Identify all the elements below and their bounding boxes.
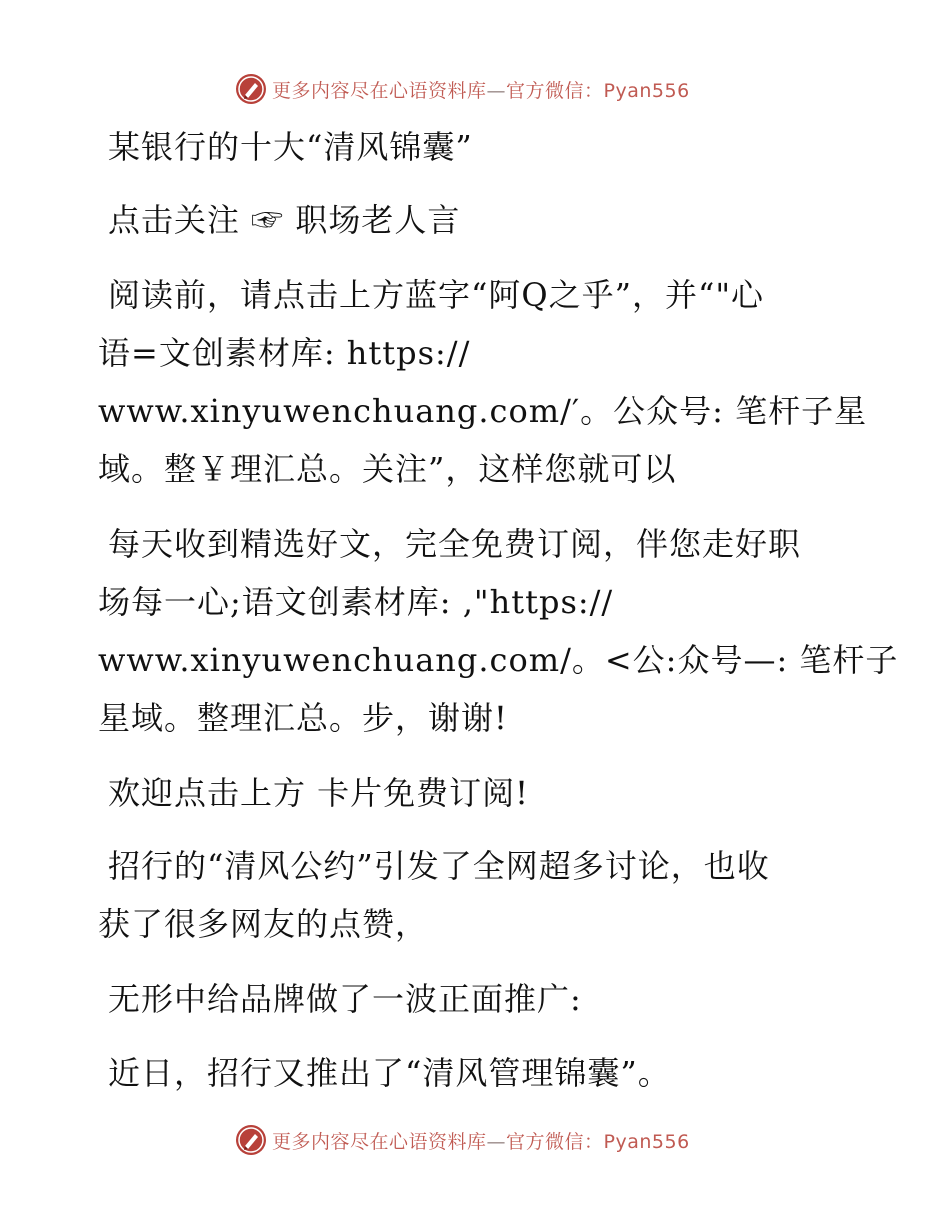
pen-logo-icon — [236, 1125, 266, 1155]
paragraph-line: 无形中给品牌做了一波正面推广: — [108, 980, 582, 1018]
header-banner — [236, 72, 690, 106]
paragraph-line: www.xinyuwenchuang.com/′。公众号: 笔杆子星 — [98, 392, 868, 430]
paragraph-line: 近日，招行又推出了“清风管理锦囊”。 — [108, 1054, 671, 1092]
banner-text: 更多内容尽在心语资料库—官方微信：Pyan556 — [272, 1130, 690, 1153]
paragraph-line: 每天收到精选好文，完全免费订阅，伴您走好职 — [108, 525, 802, 563]
paragraph-line: 招行的“清风公约”引发了全网超多讨论，也收 — [108, 847, 770, 885]
paragraph-line: 星域。整理汇总。步，谢谢! — [98, 699, 508, 737]
paragraph-line: 域。整￥理汇总。关注”，这样您就可以 — [98, 450, 677, 488]
paragraph-line: www.xinyuwenchuang.com/。<公:众号—: 笔杆子 — [98, 641, 899, 679]
title-line: 某银行的十大“清风锦囊” — [108, 128, 473, 166]
pen-logo-icon — [236, 74, 266, 104]
paragraph-line: 场每一心;语文创素材库: ,"https:// — [98, 583, 614, 621]
paragraph-line: 获了很多网友的点赞， — [98, 905, 429, 943]
footer-banner — [236, 1123, 690, 1157]
paragraph-line: 语=文创素材库: https:// — [98, 334, 471, 372]
banner-text: 更多内容尽在心语资料库—官方微信：Pyan556 — [272, 79, 690, 102]
paragraph-line: 欢迎点击上方 卡片免费订阅! — [108, 774, 530, 812]
follow-line: 点击关注 ☞ 职场老人言 — [108, 201, 461, 239]
paragraph-line: 阅读前，请点击上方蓝字“阿Q之乎”，并“"心 — [108, 276, 765, 314]
